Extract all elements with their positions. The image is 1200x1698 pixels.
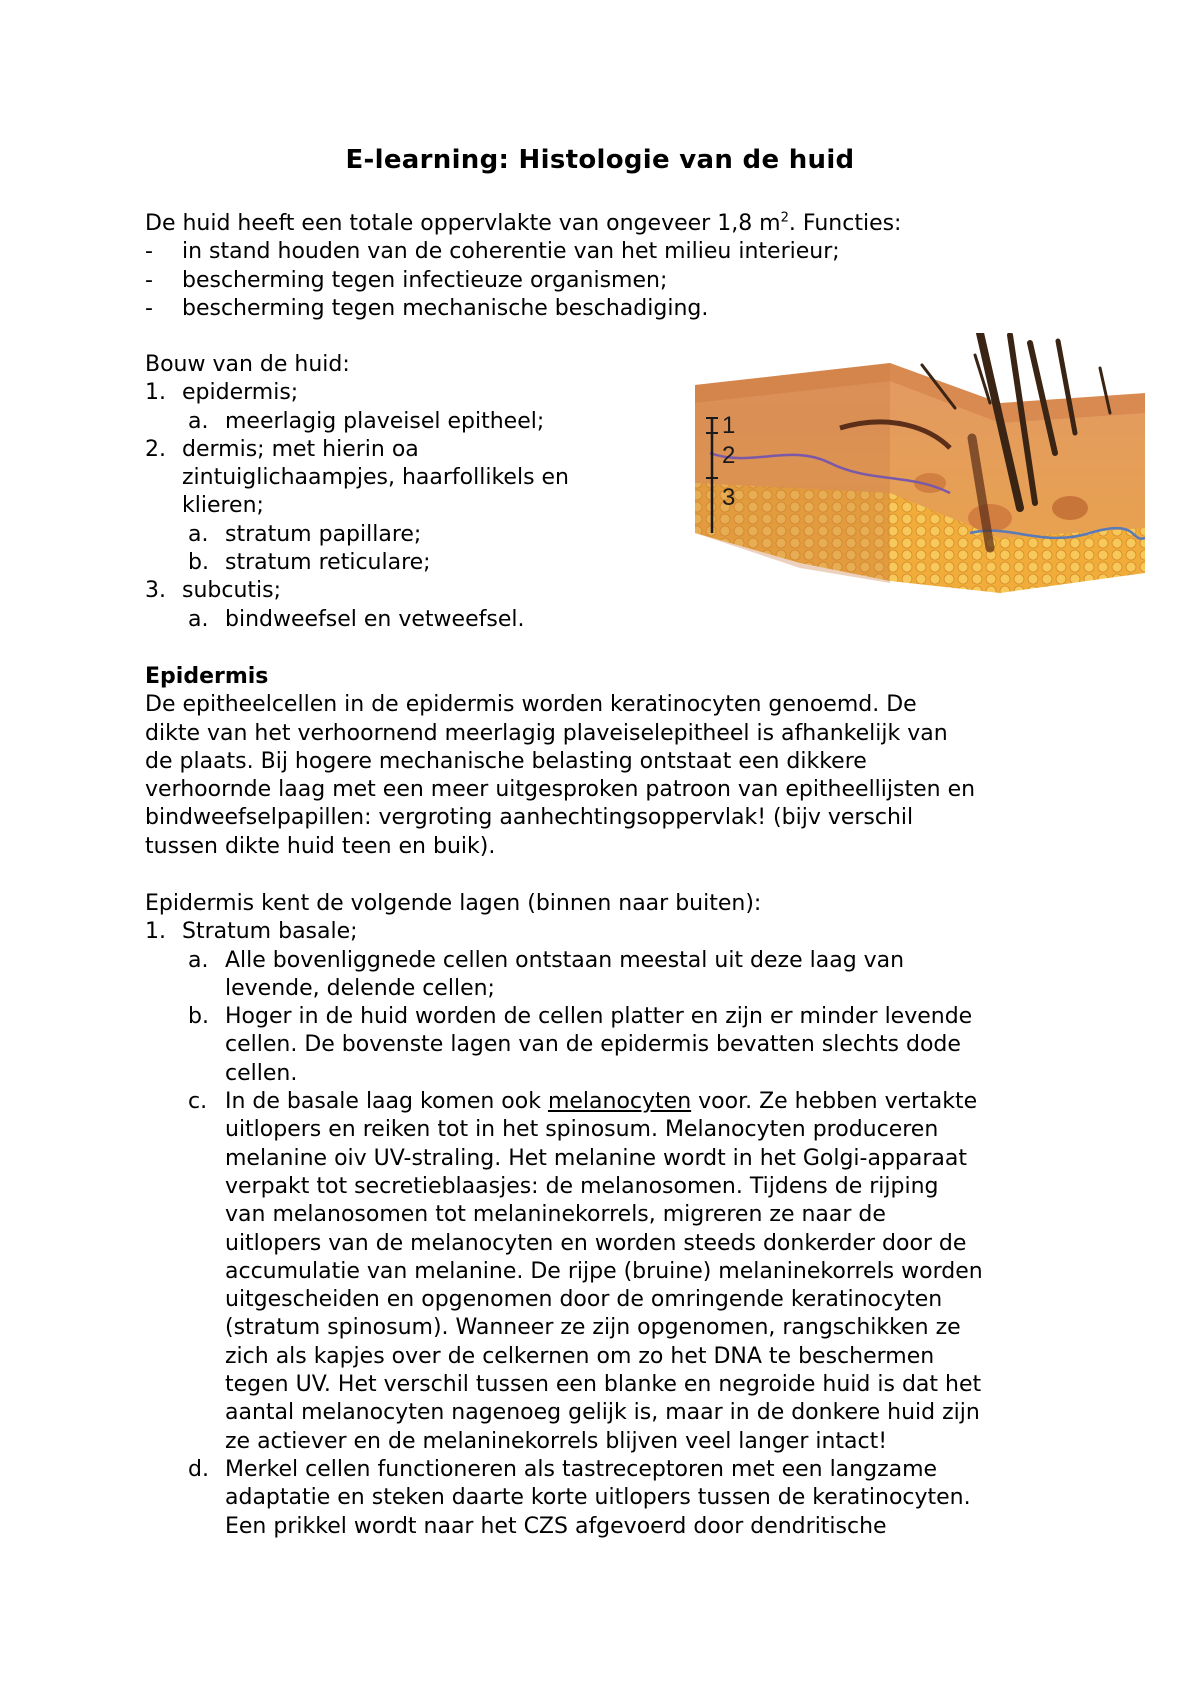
paragraph-line: bindweefselpapillen: vergroting aanhechtingsoppervlak! (bijv verschil <box>145 805 914 831</box>
sub-list-marker: a. <box>188 947 209 973</box>
layer-label-1: 1 <box>722 412 736 439</box>
bullet-item <box>145 295 1085 323</box>
sub-list-continuation: uitlopers en reiken tot in het spinosum. Melanocyten produceren <box>225 1117 939 1143</box>
sub-list-text: stratum papillare; <box>225 521 422 547</box>
sub-list-text: Hoger in de huid worden de cellen platter en zijn er minder levende <box>225 1004 973 1030</box>
paragraph-line: dikte van het verhoornend meerlagig plaveiselepitheel is afhankelijk van <box>145 720 948 746</box>
sub-list-continuation: verpakt tot secretieblaasjes: de melanosomen. Tijdens de rijping <box>225 1173 939 1199</box>
sub-list-continuation: van melanosomen tot melaninekorrels, migreren ze naar de <box>225 1202 886 1228</box>
sub-list-continuation: levende, delende cellen; <box>225 975 495 1001</box>
paragraph-line: de plaats. Bij hogere mechanische belasting ontstaat een dikkere <box>145 748 867 774</box>
sub-list-continuation: uitgescheiden en opgenomen door de omringende keratinocyten <box>225 1287 943 1313</box>
sub-list-text: Alle bovenliggnede cellen ontstaan meestal uit deze laag van <box>225 947 905 973</box>
intro-text: De huid heeft een totale oppervlakte van ongeveer 1,8 m <box>145 211 781 236</box>
sub-list-item <box>145 1003 1085 1031</box>
structure-heading: Bouw van de huid: <box>145 352 350 377</box>
sub-list-item <box>145 947 1085 975</box>
bullet-marker: - <box>145 267 153 293</box>
skin-cross-section-figure <box>690 333 1150 623</box>
bullet-text: bescherming tegen infectieuze organismen; <box>182 267 668 293</box>
sub-list-text: bindweefsel en vetweefsel. <box>225 606 525 632</box>
layer-label-2: 2 <box>722 442 736 469</box>
sub-list-continuation: cellen. <box>225 1060 298 1086</box>
sub-list-text: stratum reticulare; <box>225 550 431 576</box>
document-title: E-learning: Histologie van de huid <box>345 145 855 175</box>
list-text: epidermis; <box>182 380 299 406</box>
list-number: 1. <box>145 919 166 945</box>
sub-list-marker: c. <box>188 1089 208 1115</box>
bullet-text: bescherming tegen mechanische beschadiging. <box>182 295 709 321</box>
sub-list-text: In de basale laag komen ook <box>225 1089 548 1115</box>
sub-list-continuation: uitlopers van de melanocyten en worden steeds donkerder door de <box>225 1230 967 1256</box>
sub-list-text: meerlagig plaveisel epitheel; <box>225 408 545 434</box>
list-number: 2. <box>145 436 166 462</box>
epidermis-section <box>145 663 1085 861</box>
sub-list-marker: d. <box>188 1456 209 1482</box>
sub-list-continuation: cellen. De bovenste lagen van de epidermis bevatten slechts dode <box>225 1032 961 1058</box>
list-text: subcutis; <box>182 578 282 604</box>
intro-section <box>145 210 1085 323</box>
underlined-term: melanocyten <box>547 1089 692 1115</box>
sub-list-continuation: adaptatie en steken daarte korte uitlopers tussen de keratinocyten. <box>225 1485 971 1511</box>
list-item-continuation: zintuiglichaampjes, haarfollikels en <box>182 465 569 491</box>
sub-list-item <box>145 1088 1085 1116</box>
sub-list-marker: a. <box>188 408 209 434</box>
bullet-marker: - <box>145 239 153 265</box>
gland-shape <box>1052 496 1088 520</box>
sub-list-continuation: ze actiever en de melaninekorrels blijven veel langer intact! <box>225 1428 888 1454</box>
bullet-item <box>145 267 1085 295</box>
sub-list-continuation: (stratum spinosum). Wanneer ze zijn opgenomen, rangschikken ze <box>225 1315 961 1341</box>
sub-list-marker: b. <box>188 1004 209 1030</box>
intro-superscript: 2 <box>780 210 789 226</box>
layers-section <box>145 890 1085 1541</box>
sub-list-marker: a. <box>188 521 209 547</box>
layer-label-3: 3 <box>722 484 736 511</box>
intro-line <box>145 210 1085 238</box>
sub-list-item <box>145 1456 1085 1484</box>
list-number: 1. <box>145 380 166 406</box>
bullet-text: in stand houden van de coherentie van het milieu interieur; <box>182 239 840 265</box>
paragraph-line: verhoornde laag met een meer uitgesproken patroon van epitheellijsten en <box>145 777 976 803</box>
list-text: Stratum basale; <box>182 919 358 945</box>
paragraph-line: De epitheelcellen in de epidermis worden keratinocyten genoemd. De <box>145 692 917 718</box>
sub-list-marker: a. <box>188 606 209 632</box>
list-text: dermis; met hierin oa <box>182 436 419 462</box>
sub-list-text: voor. Ze hebben vertakte <box>691 1089 978 1115</box>
list-item <box>145 918 1085 946</box>
layers-heading: Epidermis kent de volgende lagen (binnen naar buiten): <box>145 891 762 916</box>
sub-list-text: Merkel cellen functioneren als tastreceptoren met een langzame <box>225 1456 938 1482</box>
bullet-marker: - <box>145 295 153 321</box>
sub-list-continuation: accumulatie van melanine. De rijpe (bruine) melaninekorrels worden <box>225 1258 983 1284</box>
sub-list-continuation: tegen UV. Het verschil tussen een blanke en negroide huid is dat het <box>225 1372 982 1398</box>
epidermis-heading: Epidermis <box>145 664 269 689</box>
sub-list-continuation: melanine oiv UV-straling. Het melanine wordt in het Golgi-apparaat <box>225 1145 967 1171</box>
sub-list-continuation: aantal melanocyten nagenoeg gelijk is, maar in de donkere huid zijn <box>225 1400 980 1426</box>
sub-list-continuation: Een prikkel wordt naar het CZS afgevoerd door dendritische <box>225 1513 887 1539</box>
list-item-continuation: klieren; <box>182 493 264 519</box>
intro-text-end: . Functies: <box>788 211 902 236</box>
sub-list-marker: b. <box>188 550 209 576</box>
list-number: 3. <box>145 578 166 604</box>
bullet-item <box>145 238 1085 266</box>
sub-list-continuation: zich als kapjes over de celkernen om zo het DNA te beschermen <box>225 1343 935 1369</box>
paragraph-line: tussen dikte huid teen en buik). <box>145 833 496 859</box>
